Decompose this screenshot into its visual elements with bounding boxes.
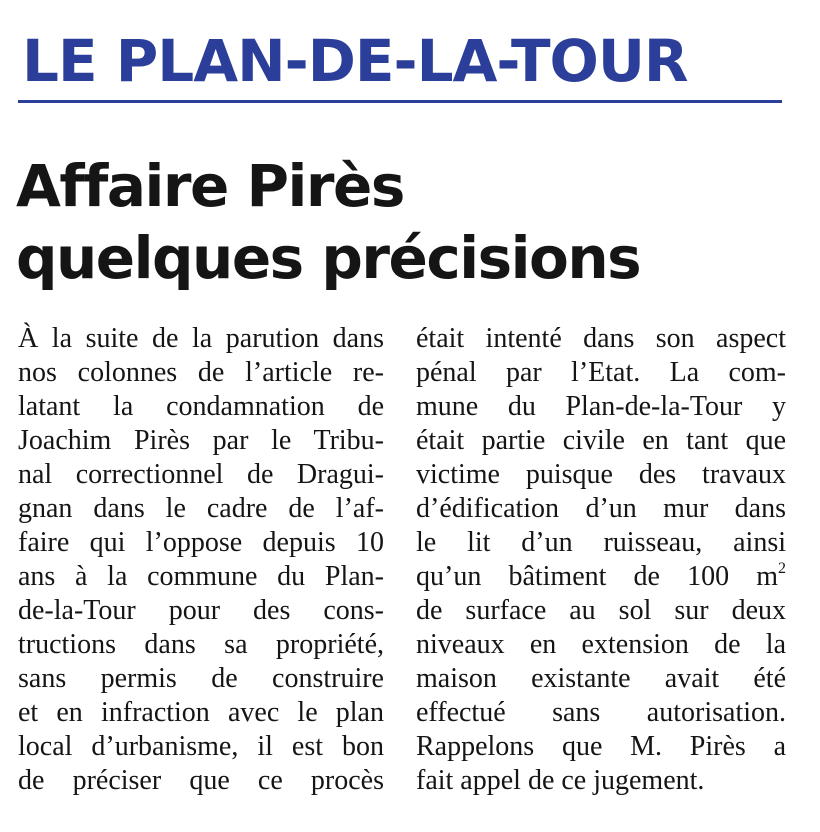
body-line: Joachim Pirès par le Tribu- xyxy=(18,425,384,456)
body-line: nal correctionnel de Dragui- xyxy=(18,459,384,490)
unit-superscript: 2 xyxy=(778,560,786,577)
body-line: niveaux en extension de la xyxy=(416,629,786,660)
headline-line-2: quelques précisions xyxy=(16,224,641,292)
body-line: pénal par l’Etat. La com- xyxy=(416,357,786,388)
body-line: victime puisque des travaux xyxy=(416,459,786,490)
body-line: faire qui l’oppose depuis 10 xyxy=(18,527,384,558)
article-column-2 xyxy=(416,322,786,798)
body-line-with-unit xyxy=(416,560,786,594)
section-title: LE PLAN-DE-LA-TOUR xyxy=(22,27,688,95)
body-line: nos colonnes de l’article re- xyxy=(18,357,384,388)
body-line: local d’urbanisme, il est bon xyxy=(18,731,384,762)
body-line: fait appel de ce jugement. xyxy=(416,765,705,796)
body-line: latant la condamnation de xyxy=(18,391,384,422)
body-line: mune du Plan-de-la-Tour y xyxy=(416,391,786,422)
body-line: de-la-Tour pour des cons- xyxy=(18,595,384,626)
body-line: était intenté dans son aspect xyxy=(416,323,786,354)
body-line: d’édification d’un mur dans xyxy=(416,493,786,524)
headline-line-1: Affaire Pirès xyxy=(16,152,404,220)
body-line: le lit d’un ruisseau, ainsi xyxy=(416,527,786,558)
section-rule xyxy=(18,100,782,103)
body-line: À la suite de la parution dans xyxy=(18,323,384,354)
body-line: Rappelons que M. Pirès a xyxy=(416,731,786,762)
body-line: maison existante avait été xyxy=(416,663,786,694)
body-line: ans à la commune du Plan- xyxy=(18,561,384,592)
body-line: de surface au sol sur deux xyxy=(416,595,786,626)
body-line: et en infraction avec le plan xyxy=(18,697,384,728)
body-line: était partie civile en tant que xyxy=(416,425,786,456)
body-line: gnan dans le cadre de l’af- xyxy=(18,493,384,524)
article-headline xyxy=(16,150,796,294)
body-line: de préciser que ce procès xyxy=(18,765,384,796)
body-line-text: qu’un bâtiment de 100 m xyxy=(416,561,778,592)
body-line: tructions dans sa propriété, xyxy=(18,629,384,660)
body-line: effectué sans autorisation. xyxy=(416,697,786,728)
body-line: sans permis de construire xyxy=(18,663,384,694)
article-column-1 xyxy=(18,322,384,798)
